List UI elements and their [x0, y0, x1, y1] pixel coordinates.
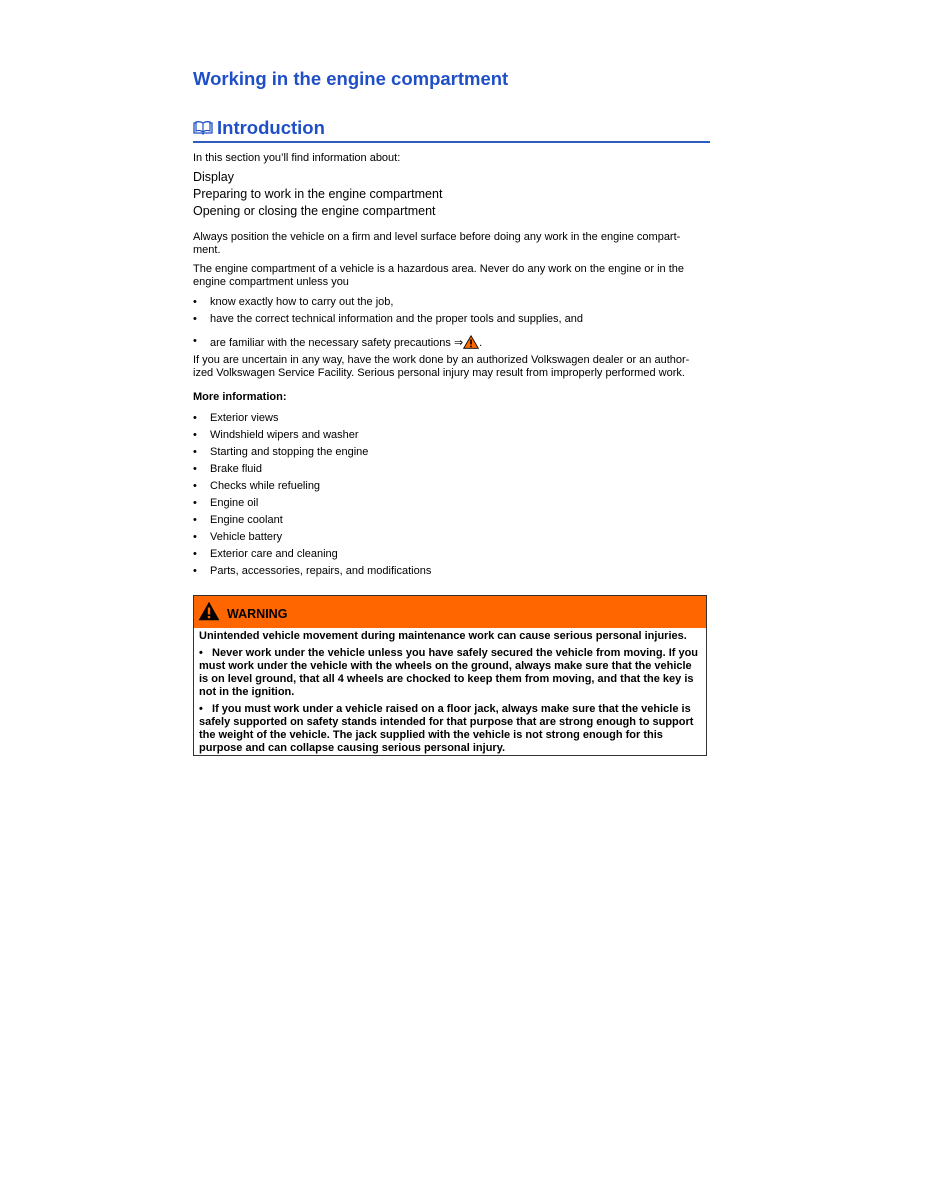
- bullet: •: [199, 703, 213, 715]
- more-info-link[interactable]: Exterior views: [210, 412, 279, 424]
- bullet: •: [193, 335, 197, 347]
- warning-body: [199, 630, 702, 759]
- bullet: •: [193, 514, 197, 526]
- more-info-link[interactable]: Brake fluid: [210, 463, 262, 475]
- warning-point-text: If you must work under a vehicle raised on a floor jack, always make sure that the vehicle is safely supported on safety stands intended for that purpose that are strong enough to support the weight of the vehicle. The jack supplied with the vehicle is not strong enough for this purpose and can collapse causing serious personal injury.: [199, 703, 694, 754]
- bullet: •: [193, 412, 197, 424]
- more-info-link[interactable]: Parts, accessories, repairs, and modifications: [210, 565, 432, 577]
- bullet: •: [193, 497, 197, 509]
- paragraph-hazard: The engine compartment of a vehicle is a hazardous area. Never do any work on the engine or in the engine compartment unless you: [193, 263, 685, 288]
- bullet: •: [193, 313, 197, 325]
- list-item-label: know exactly how to carry out the job,: [210, 296, 394, 308]
- warning-lead: Unintended vehicle movement during maintenance work can cause serious personal injuries.: [199, 630, 687, 642]
- more-info-link[interactable]: Vehicle battery: [210, 531, 283, 543]
- warning-triangle-icon: [198, 601, 220, 621]
- warning-point: [199, 647, 702, 699]
- more-info-link[interactable]: Windshield wipers and washer: [210, 429, 359, 441]
- list-item-label: are familiar with the necessary safety precautions ⇒ .: [210, 337, 483, 349]
- more-info-heading: More information:: [193, 391, 287, 403]
- bullet: •: [193, 480, 197, 492]
- warning-label: WARNING: [227, 607, 288, 621]
- section-heading-text: Introduction: [217, 117, 325, 138]
- section-heading: [193, 117, 710, 143]
- warning-point-text: Never work under the vehicle unless you have safely secured the vehicle from moving. If you must work under the vehicle with the wheels on the ground, always make sure that the vehicle is on level ground, that all 4 wheels are chocked to keep them from moving, and that the key is not in the ignition.: [199, 647, 699, 698]
- topic-link[interactable]: Opening or closing the engine compartment: [193, 204, 436, 218]
- bullet: •: [193, 463, 197, 475]
- more-info-link[interactable]: Engine oil: [210, 497, 259, 509]
- page-title: Working in the engine compartment: [193, 68, 509, 89]
- bullet: •: [193, 548, 197, 560]
- bullet: •: [193, 565, 197, 577]
- more-info-link[interactable]: Exterior care and cleaning: [210, 548, 338, 560]
- topic-link[interactable]: Display: [193, 170, 234, 184]
- intro-text: In this section you’ll find information about:: [193, 152, 401, 164]
- bullet: •: [193, 531, 197, 543]
- bullet: •: [193, 446, 197, 458]
- bullet: •: [193, 429, 197, 441]
- topic-link[interactable]: Preparing to work in the engine compartment: [193, 187, 443, 201]
- warning-triangle-icon[interactable]: [463, 335, 479, 349]
- list-item-label: have the correct technical information and the proper tools and supplies, and: [210, 313, 584, 325]
- open-book-icon: [193, 121, 213, 135]
- more-info-link[interactable]: Engine coolant: [210, 514, 283, 526]
- warning-box: [193, 595, 707, 756]
- paragraph-dealer: If you are uncertain in any way, have the work done by an authorized Volkswagen dealer or an author-ized Volkswagen Service Facility. Serious personal injury may result from improperly performed work.: [193, 354, 690, 379]
- more-info-link[interactable]: Checks while refueling: [210, 480, 321, 492]
- warning-point: [199, 703, 702, 755]
- more-info-link[interactable]: Starting and stopping the engine: [210, 446, 369, 458]
- warning-header: [194, 596, 706, 628]
- bullet: •: [193, 296, 197, 308]
- paragraph-surface: Always position the vehicle on a firm and level surface before doing any work in the engine compart-ment.: [193, 231, 681, 256]
- bullet: •: [199, 647, 213, 659]
